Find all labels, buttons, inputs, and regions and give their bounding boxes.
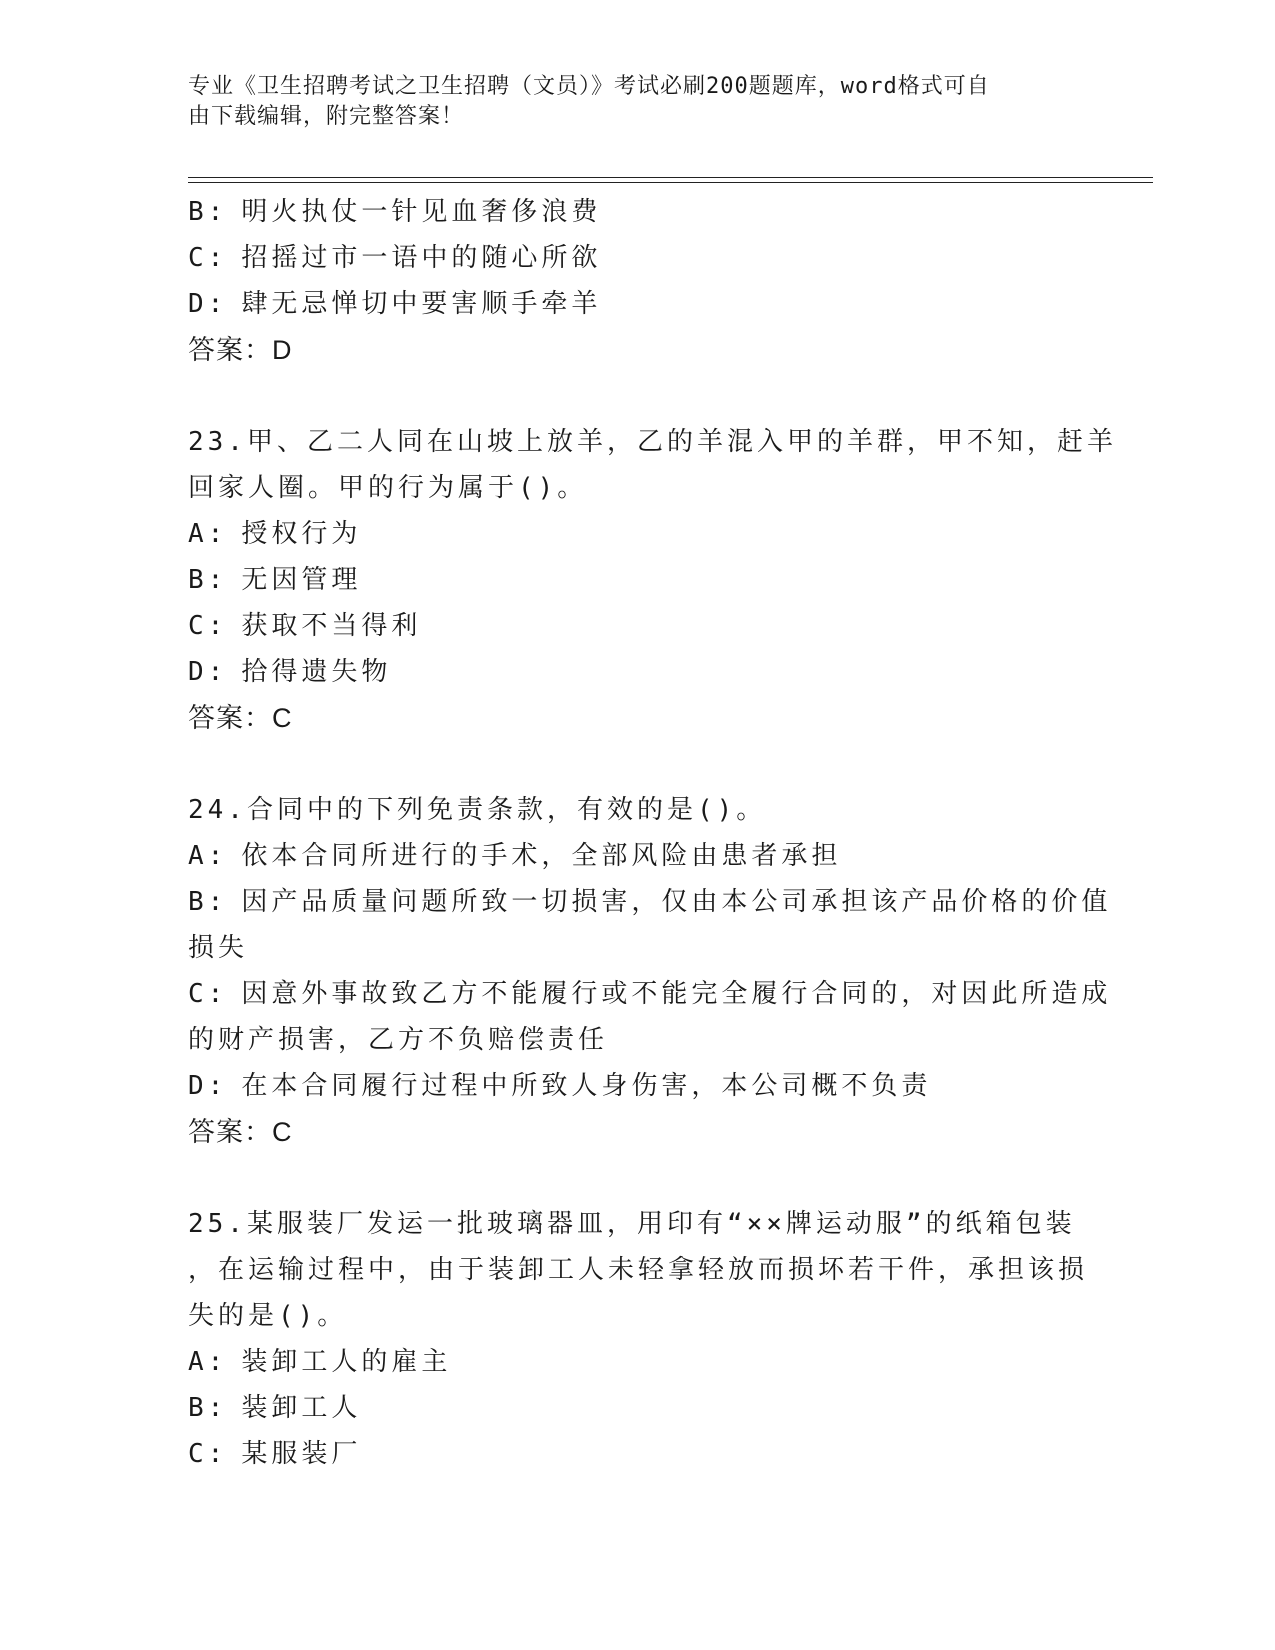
option-b: B: 装卸工人 — [188, 1393, 362, 1423]
option-d: D: 在本合同履行过程中所致人身伤害，本公司概不负责 — [188, 1071, 932, 1101]
spacer — [188, 1155, 1088, 1201]
header-line-2: 由下载编辑，附完整答案！ — [188, 104, 465, 129]
question-stem: 25.某服装厂发运一批玻璃器皿，用印有“××牌运动服”的纸箱包装 — [188, 1209, 1076, 1239]
spacer — [188, 373, 1088, 419]
answer-line: 答案：C — [188, 1117, 293, 1147]
option-d: D: 拾得遗失物 — [188, 657, 392, 687]
header-line-1: 专业《卫生招聘考试之卫生招聘（文员）》考试必刷200题题库，word格式可自 — [188, 74, 990, 99]
option-c: C: 获取不当得利 — [188, 611, 422, 641]
question-stem-cont: ，在运输过程中，由于装卸工人未轻拿轻放而损坏若干件，承担该损 — [188, 1255, 1089, 1285]
document-header — [188, 72, 1078, 132]
answer-line: 答案：D — [188, 335, 293, 365]
option-c: C: 招摇过市一语中的随心所欲 — [188, 243, 602, 273]
question-23 — [188, 419, 1117, 741]
option-c-cont: 的财产损害，乙方不负赔偿责任 — [188, 1025, 609, 1055]
question-stem-cont: 失的是()。 — [188, 1301, 348, 1331]
option-b: B: 因产品质量问题所致一切损害，仅由本公司承担该产品价格的价值 — [188, 887, 1112, 917]
question-stem: 23.甲、乙二人同在山坡上放羊，乙的羊混入甲的羊群，甲不知，赶羊 — [188, 427, 1117, 457]
question-stem-cont: 回家人圈。甲的行为属于()。 — [188, 473, 588, 503]
question-content — [188, 189, 1117, 1477]
option-b: B: 明火执仗一针见血奢侈浪费 — [188, 197, 602, 227]
option-d: D: 肆无忌惮切中要害顺手牵羊 — [188, 289, 602, 319]
option-a: A: 依本合同所进行的手术，全部风险由患者承担 — [188, 841, 842, 871]
spacer — [188, 741, 1088, 787]
question-24 — [188, 787, 1112, 1155]
question-25 — [188, 1201, 1088, 1477]
header-divider-top — [188, 177, 1153, 178]
question-stem: 24.合同中的下列免责条款，有效的是()。 — [188, 795, 767, 825]
option-a: A: 装卸工人的雇主 — [188, 1347, 452, 1377]
answer-line: 答案：C — [188, 703, 293, 733]
option-c: C: 某服装厂 — [188, 1439, 362, 1469]
option-a: A: 授权行为 — [188, 519, 362, 549]
header-divider-bottom — [188, 182, 1153, 183]
prev-question — [188, 189, 1088, 373]
option-b-cont: 损失 — [188, 933, 249, 963]
option-c: C: 因意外事故致乙方不能履行或不能完全履行合同的，对因此所造成 — [188, 979, 1112, 1009]
option-b: B: 无因管理 — [188, 565, 362, 595]
